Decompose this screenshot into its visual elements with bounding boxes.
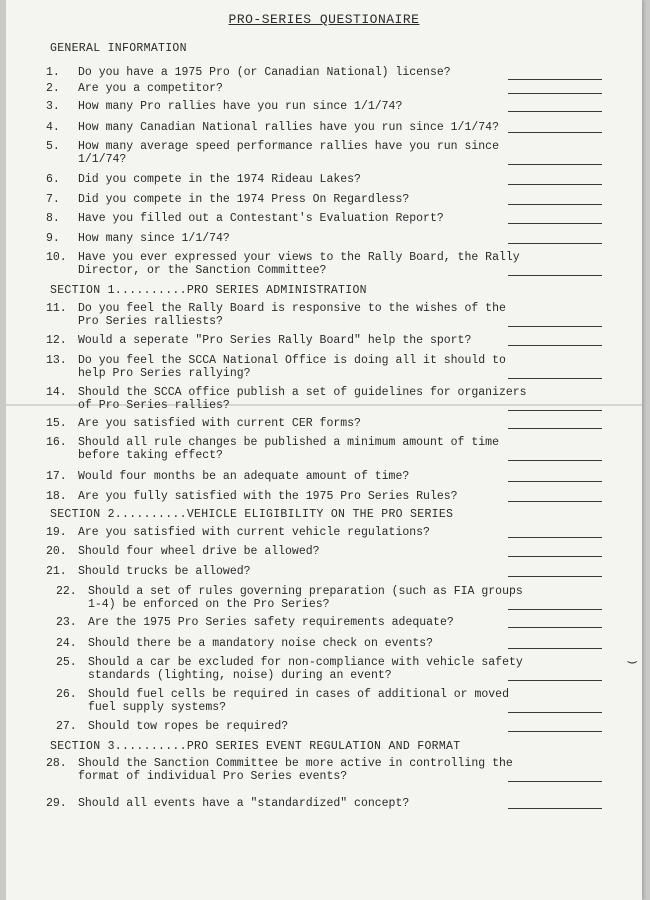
question-24: 24. Should there be a mandatory noise check on events? — [56, 637, 616, 650]
question-3: 3. How many Pro rallies have you run since 1/1/74? — [46, 100, 606, 113]
pen-mark-icon: ‿ — [628, 649, 637, 665]
question-1: 1. Do you have a 1975 Pro (or Canadian National) license? — [46, 66, 606, 79]
question-7: 7. Did you compete in the 1974 Press On Regardless? — [46, 193, 606, 206]
answer-blank[interactable] — [508, 111, 602, 112]
answer-blank[interactable] — [508, 132, 602, 133]
question-10: 10. Have you ever expressed your views to the Rally Board, the Rally Director, or the Sanction Committee? — [46, 251, 606, 277]
answer-blank[interactable] — [508, 184, 602, 185]
question-19: 19. Are you satisfied with current vehicle regulations? — [46, 526, 606, 539]
answer-blank[interactable] — [508, 79, 602, 80]
answer-blank[interactable] — [508, 410, 602, 411]
answer-blank[interactable] — [508, 164, 602, 165]
answer-blank[interactable] — [508, 731, 602, 732]
answer-blank[interactable] — [508, 378, 602, 379]
question-15: 15. Are you satisfied with current CER forms? — [46, 417, 606, 430]
question-22: 22. Should a set of rules governing preparation (such as FIA groups 1-4) be enforced on the Pro Series? — [56, 585, 616, 611]
question-4: 4. How many Canadian National rallies have you run since 1/1/74? — [46, 121, 606, 134]
question-13: 13. Do you feel the SCCA National Office is doing all it should to help Pro Series rallying? — [46, 354, 606, 380]
question-8: 8. Have you filled out a Contestant's Evaluation Report? — [46, 212, 606, 225]
answer-blank[interactable] — [508, 537, 602, 538]
question-11: 11. Do you feel the Rally Board is responsive to the wishes of the Pro Series ralliests? — [46, 302, 606, 328]
question-20: 20. Should four wheel drive be allowed? — [46, 545, 606, 558]
answer-blank[interactable] — [508, 501, 602, 502]
section-3: SECTION 3..........PRO SERIES EVENT REGULATION AND FORMAT — [50, 740, 461, 753]
section-1: SECTION 1..........PRO SERIES ADMINISTRATION — [50, 284, 367, 297]
questionnaire-page — [6, 0, 642, 900]
question-12: 12. Would a seperate "Pro Series Rally Board" help the sport? — [46, 334, 606, 347]
answer-blank[interactable] — [508, 460, 602, 461]
answer-blank[interactable] — [508, 648, 602, 649]
question-29: 29. Should all events have a "standardized" concept? — [46, 797, 606, 810]
question-14: 14. Should the SCCA office publish a set of guidelines for organizers of Pro Series rallies? — [46, 386, 606, 412]
answer-blank[interactable] — [508, 93, 602, 94]
answer-blank[interactable] — [508, 481, 602, 482]
question-26: 26. Should fuel cells be required in cases of additional or moved fuel supply systems? — [56, 688, 616, 714]
question-25: 25. Should a car be excluded for non-compliance with vehicle safety standards (lighting, noise) during an event? — [56, 656, 616, 682]
question-23: 23. Are the 1975 Pro Series safety requirements adequate? — [56, 616, 616, 629]
answer-blank[interactable] — [508, 243, 602, 244]
answer-blank[interactable] — [508, 556, 602, 557]
answer-blank[interactable] — [508, 808, 602, 809]
answer-blank[interactable] — [508, 204, 602, 205]
question-5: 5. How many average speed performance rallies have you run since 1/1/74? — [46, 140, 606, 166]
answer-blank[interactable] — [508, 223, 602, 224]
answer-blank[interactable] — [508, 428, 602, 429]
answer-blank[interactable] — [508, 712, 602, 713]
question-6: 6. Did you compete in the 1974 Rideau Lakes? — [46, 173, 606, 186]
section-2: SECTION 2..........VEHICLE ELIGIBILITY ON THE PRO SERIES — [50, 508, 454, 521]
question-2: 2. Are you a competitor? — [46, 82, 606, 95]
answer-blank[interactable] — [508, 781, 602, 782]
section-general: GENERAL INFORMATION — [50, 42, 187, 55]
answer-blank[interactable] — [508, 627, 602, 628]
answer-blank[interactable] — [508, 576, 602, 577]
page-title: PRO-SERIES QUESTIONAIRE — [228, 12, 420, 27]
question-28: 28. Should the Sanction Committee be more active in controlling the format of individual Pro Series events? — [46, 757, 606, 783]
answer-blank[interactable] — [508, 680, 602, 681]
question-21: 21. Should trucks be allowed? — [46, 565, 606, 578]
question-18: 18. Are you fully satisfied with the 1975 Pro Series Rules? — [46, 490, 606, 503]
question-16: 16. Should all rule changes be published a minimum amount of time before taking effect? — [46, 436, 606, 462]
answer-blank[interactable] — [508, 275, 602, 276]
question-17: 17. Would four months be an adequate amount of time? — [46, 470, 606, 483]
answer-blank[interactable] — [508, 345, 602, 346]
question-9: 9. How many since 1/1/74? — [46, 232, 606, 245]
answer-blank[interactable] — [508, 609, 602, 610]
answer-blank[interactable] — [508, 326, 602, 327]
question-27: 27. Should tow ropes be required? — [56, 720, 616, 733]
